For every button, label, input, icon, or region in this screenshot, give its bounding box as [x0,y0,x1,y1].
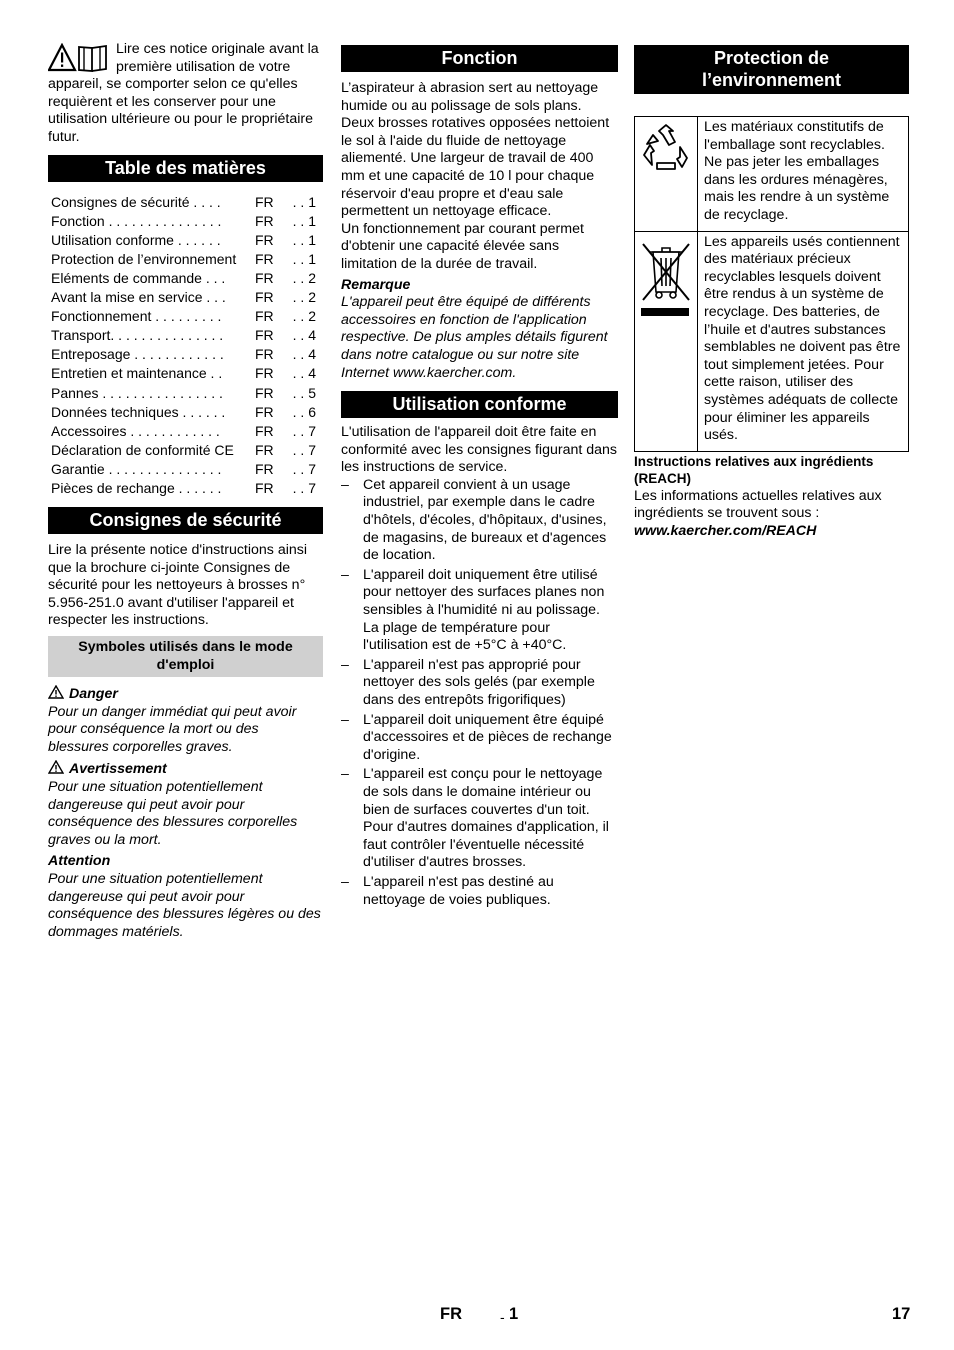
toc-lang: FR [255,231,274,248]
use-list [341,477,618,909]
toc-title: Utilisation conforme . . . . . . [51,231,221,248]
list-item: – L'appareil n'est pas destiné au nettoyage de voies publiques. [341,874,618,909]
toc-lang: FR [255,269,274,286]
warning-text: Pour une situation potentiellement dangereuse qui peut avoir pour conséquence des blessures corporelles graves ou la mort. [48,779,298,848]
toc-page: . . 1 [292,193,316,210]
function-text-2: Un fonctionnement par courant permet d'obtenir une capacité élevée sans limitation de la durée de travail. [341,220,584,272]
toc-lang: FR [255,193,274,210]
table-of-contents [48,194,323,500]
attention-label: Attention [48,853,111,870]
environment-heading: Protection de l’environnement [634,45,909,94]
toc-row[interactable] [48,289,323,308]
warning-triangle-icon [48,685,64,699]
function-text-1: L’aspirateur à abrasion sert au nettoyage humide ou au polissage de sols plans. Deux brosses rotatives opposées nettoient le sol à l'aide du fluide de nettoyage aliementé. Une largeur de travail de 400 mm et une capacité de 10 l pour chaque réservoir d'eau propre et d'eau sale permettent un nettoyage efficace. [341,80,610,220]
toc-title: Transport. . . . . . . . . . . . . . . [51,327,224,344]
toc-lang: FR [255,308,274,325]
warning-label-line [48,760,323,779]
toc-page: . . 7 [292,479,316,496]
toc-lang: FR [255,346,274,363]
symbols-subheading: Symboles utilisés dans le mode d'emploi [48,636,323,677]
attention-text: Pour une situation potentiellement dangereuse qui peut avoir pour conséquence des blessures légères ou des dommages matériels. [48,870,321,940]
toc-lang: FR [255,365,274,382]
list-item: – L'appareil doit uniquement être utilisé pour nettoyer des surfaces planes non sensibles à l'humidité ni au polissage. La plage de température pour l'utilisation est de +5°C à +40°C. [341,567,618,655]
toc-title: Avant la mise en service . . . [51,289,226,306]
environment-table [634,116,909,452]
safety-heading: Consignes de sécurité [48,507,323,534]
toc-title: Entreposage . . . . . . . . . . . . [51,346,224,363]
column-left [48,41,323,941]
use-intro: L'utilisation de l'appareil doit être faite en conformité avec les consignes figurant dans les instructions de service. [341,424,618,476]
recycling-cell [635,117,698,232]
table-row [635,231,909,451]
column-right [634,41,909,541]
list-item: – L'appareil doit uniquement être équipé d'accessoires et de pièces de rechange d'origine. [341,712,618,765]
toc-row[interactable] [48,308,323,327]
toc-title: Fonction . . . . . . . . . . . . . . . [51,212,222,229]
footer-language: FR [440,1305,462,1323]
toc-lang: FR [255,327,274,344]
toc-lang: FR [255,384,274,401]
toc-title: Pièces de rechange . . . . . . [51,479,222,496]
page-number: 17 [892,1305,911,1323]
toc-page: . . 5 [292,384,316,401]
toc-row[interactable] [48,213,323,232]
toc-title: Entretien et maintenance . . [51,365,223,382]
toc-title: Protection de l’environnement [51,250,237,267]
toc-row[interactable] [48,270,323,289]
toc-row[interactable] [48,251,323,270]
toc-title: Accessoires . . . . . . . . . . . . [51,422,220,439]
table-row [635,117,909,232]
toc-row[interactable] [48,365,323,384]
toc-page: . . 2 [292,269,316,286]
toc-row[interactable] [48,232,323,251]
toc-row[interactable] [48,346,323,365]
reach-text: Les informations actuelles relatives aux ingrédients se trouvent sous : [634,487,882,522]
list-item: – L'appareil est conçu pour le nettoyage de sols dans le domaine intérieur ou bien de surfaces couvertes d'un toit. Pour d'autres domaines d'application, il faut contrôler l'éventuelle nécessité d'utiliser d'autres brosses. [341,766,618,872]
list-item: – L'appareil n'est pas approprié pour nettoyer des sols gelés (par exemple dans des entrepôts frigorifiques) [341,657,618,710]
safety-text: Lire la présente notice d'instructions ainsi que la brochure ci-jointe Consignes de sécurité pour les nettoyeurs à brosses n° 5.956-251.0 avant d'utiliser l'appareil et respecter les instructions. [48,542,308,629]
toc-title: Consignes de sécurité . . . . [51,193,221,210]
toc-lang: FR [255,403,274,420]
warning-label: Avertissement [69,761,167,778]
toc-page: . . 4 [292,327,316,344]
note-text: L'appareil peut être équipé de différents accessoires en fonction de l'application respective. De plus amples détails figurent dans notre catalogue ou sur notre site Internet www.kaercher.com. [341,294,608,381]
use-heading: Utilisation conforme [341,391,618,418]
toc-page: . . 7 [292,422,316,439]
reach-heading: Instructions relatives aux ingrédients (REACH) [634,453,874,487]
toc-page: . . 7 [292,460,316,477]
note-label: Remarque [341,276,411,293]
toc-page: . . 4 [292,346,316,363]
weee-cell [635,231,698,451]
toc-lang: FR [255,212,274,229]
footer-separator: - [500,1309,505,1325]
list-item: – Cet appareil convient à un usage industriel, par exemple dans le cadre d'hôtels, d'écoles, d'hôpitaux, d'usines, de magasins, de bureaux et d'agences de location. [341,477,618,565]
danger-label-line [48,685,323,704]
toc-lang: FR [255,250,274,267]
toc-page: . . 2 [292,289,316,306]
weee-text: Les appareils usés contiennent des matériaux précieux recyclables lesquels doivent être rendus à un système de recyclage. Des batteries, de l’huile et d'autres substances semblables ne doivent pas être tout simplement jetées. Pour cette raison, utiliser des systèmes adéquats de collecte pour éliminer les appareils usés. [698,231,909,451]
column-middle [341,41,618,911]
toc-page: . . 1 [292,250,316,267]
toc-page: . . 6 [292,403,316,420]
toc-page: . . 2 [292,308,316,325]
toc-lang: FR [255,479,274,496]
recycling-icon [639,123,693,177]
warning-triangle-icon [48,760,64,774]
toc-lang: FR [255,460,274,477]
toc-lang: FR [255,289,274,306]
crossed-bin-icon [639,238,693,320]
danger-text: Pour un danger immédiat qui peut avoir pour conséquence la mort ou des blessures corporelles graves. [48,703,297,755]
toc-title: Déclaration de conformité CE [51,441,234,458]
toc-row[interactable] [48,461,323,480]
footer-section-page: 1 [509,1305,519,1323]
toc-page: . . 1 [292,212,316,229]
toc-lang: FR [255,441,274,458]
recycling-text: Les matériaux constitutifs de l'emballage sont recyclables. Ne pas jeter les emballages dans les ordures ménagères, mais les rendre à un système de recyclage. [698,117,909,232]
toc-row[interactable] [48,327,323,346]
toc-title: Données techniques . . . . . . [51,403,226,420]
toc-row[interactable] [48,385,323,404]
toc-page: . . 7 [292,441,316,458]
toc-row[interactable] [48,480,323,499]
toc-page: . . 1 [292,231,316,248]
toc-heading: Table des matières [48,155,323,182]
toc-title: Fonctionnement . . . . . . . . . [51,308,222,325]
toc-title: Garantie . . . . . . . . . . . . . . . [51,460,222,477]
intro-text: Lire ces notice originale avant la première utilisation de votre appareil, se comporter selon ce qu'elles requièrent et les conserver pour une utilisation ultérieure ou pour le propriétaire futur. [48,41,319,145]
toc-row[interactable] [48,404,323,423]
toc-row[interactable] [48,423,323,442]
toc-lang: FR [255,422,274,439]
danger-label: Danger [69,686,118,703]
toc-title: Pannes . . . . . . . . . . . . . . . . [51,384,223,401]
toc-row[interactable] [48,194,323,213]
reach-link[interactable]: www.kaercher.com/REACH [634,523,817,540]
toc-row[interactable] [48,442,323,461]
toc-title: Eléments de commande . . . [51,269,226,286]
toc-page: . . 4 [292,365,316,382]
intro-block [48,41,323,147]
function-heading: Fonction [341,45,618,72]
warning-manual-icon [48,43,110,73]
